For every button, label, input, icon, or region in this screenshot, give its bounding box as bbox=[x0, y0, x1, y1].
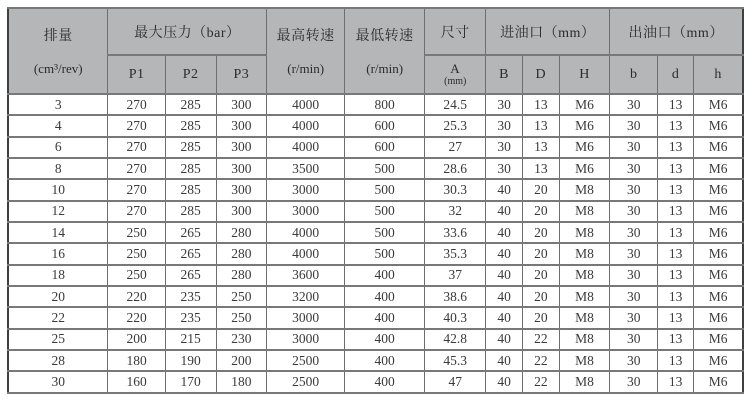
header-inlet-b: B bbox=[486, 55, 523, 94]
cell-p2: 285 bbox=[165, 158, 216, 179]
cell-p1: 270 bbox=[108, 137, 165, 158]
header-p2: P2 bbox=[165, 55, 216, 94]
header-p1: P1 bbox=[108, 55, 165, 94]
cell-inlet-h: M8 bbox=[559, 179, 610, 200]
header-dimension: 尺寸 bbox=[425, 8, 486, 55]
cell-p1: 270 bbox=[108, 179, 165, 200]
cell-p3: 300 bbox=[216, 201, 267, 222]
cell-max-speed: 3000 bbox=[267, 307, 345, 328]
cell-min-speed: 400 bbox=[345, 329, 425, 350]
cell-p2: 285 bbox=[165, 179, 216, 200]
cell-displacement: 22 bbox=[8, 307, 108, 328]
header-displacement bbox=[8, 8, 108, 94]
cell-outlet-h: M6 bbox=[694, 371, 743, 393]
cell-outlet-b: 30 bbox=[610, 94, 658, 115]
cell-inlet-d: 20 bbox=[522, 201, 559, 222]
cell-dim-a: 30.3 bbox=[425, 179, 486, 200]
header-p3: P3 bbox=[216, 55, 267, 94]
cell-inlet-b: 30 bbox=[486, 137, 523, 158]
cell-min-speed: 500 bbox=[345, 243, 425, 264]
cell-dim-a: 47 bbox=[425, 371, 486, 393]
header-dim-a-label: A bbox=[450, 61, 461, 77]
cell-displacement: 6 bbox=[8, 137, 108, 158]
cell-inlet-b: 40 bbox=[486, 179, 523, 200]
cell-p3: 250 bbox=[216, 307, 267, 328]
cell-outlet-d: 13 bbox=[658, 307, 694, 328]
cell-displacement: 16 bbox=[8, 243, 108, 264]
cell-max-speed: 3500 bbox=[267, 158, 345, 179]
cell-outlet-b: 30 bbox=[610, 115, 658, 136]
cell-displacement: 30 bbox=[8, 371, 108, 393]
cell-inlet-b: 40 bbox=[486, 371, 523, 393]
cell-outlet-d: 13 bbox=[658, 329, 694, 350]
cell-outlet-b: 30 bbox=[610, 350, 658, 371]
cell-p2: 265 bbox=[165, 243, 216, 264]
cell-outlet-b: 30 bbox=[610, 179, 658, 200]
cell-inlet-d: 20 bbox=[522, 265, 559, 286]
cell-min-speed: 400 bbox=[345, 265, 425, 286]
cell-inlet-d: 20 bbox=[522, 222, 559, 243]
cell-p1: 250 bbox=[108, 243, 165, 264]
cell-p2: 285 bbox=[165, 137, 216, 158]
cell-p2: 285 bbox=[165, 201, 216, 222]
cell-outlet-b: 30 bbox=[610, 201, 658, 222]
cell-p2: 235 bbox=[165, 307, 216, 328]
cell-outlet-d: 13 bbox=[658, 371, 694, 393]
cell-inlet-b: 40 bbox=[486, 329, 523, 350]
cell-p2: 265 bbox=[165, 265, 216, 286]
cell-outlet-h: M6 bbox=[694, 201, 743, 222]
cell-outlet-h: M6 bbox=[694, 137, 743, 158]
cell-outlet-h: M6 bbox=[694, 286, 743, 307]
cell-max-speed: 4000 bbox=[267, 94, 345, 115]
cell-inlet-b: 30 bbox=[486, 115, 523, 136]
cell-outlet-d: 13 bbox=[658, 201, 694, 222]
cell-inlet-b: 40 bbox=[486, 243, 523, 264]
header-outlet-h: h bbox=[694, 55, 743, 94]
table-row bbox=[8, 137, 743, 158]
cell-outlet-d: 13 bbox=[658, 286, 694, 307]
header-dim-a-unit: (mm) bbox=[444, 76, 467, 88]
table-row bbox=[8, 179, 743, 200]
cell-inlet-b: 30 bbox=[486, 158, 523, 179]
cell-max-speed: 4000 bbox=[267, 243, 345, 264]
cell-max-speed: 3000 bbox=[267, 179, 345, 200]
cell-outlet-d: 13 bbox=[658, 350, 694, 371]
header-outlet-b: b bbox=[610, 55, 658, 94]
cell-inlet-h: M8 bbox=[559, 371, 610, 393]
cell-dim-a: 38.6 bbox=[425, 286, 486, 307]
cell-outlet-h: M6 bbox=[694, 243, 743, 264]
cell-outlet-d: 13 bbox=[658, 243, 694, 264]
header-max-speed-unit: (r/min) bbox=[287, 61, 325, 76]
cell-outlet-h: M6 bbox=[694, 115, 743, 136]
cell-inlet-d: 13 bbox=[522, 137, 559, 158]
cell-p3: 300 bbox=[216, 137, 267, 158]
cell-min-speed: 500 bbox=[345, 179, 425, 200]
cell-min-speed: 500 bbox=[345, 201, 425, 222]
cell-inlet-h: M8 bbox=[559, 286, 610, 307]
header-min-speed-unit: (r/min) bbox=[366, 61, 404, 76]
cell-p1: 220 bbox=[108, 307, 165, 328]
cell-p2: 235 bbox=[165, 286, 216, 307]
cell-max-speed: 2500 bbox=[267, 350, 345, 371]
table-row bbox=[8, 94, 743, 115]
cell-inlet-b: 40 bbox=[486, 350, 523, 371]
cell-p2: 265 bbox=[165, 222, 216, 243]
cell-outlet-d: 13 bbox=[658, 222, 694, 243]
cell-p1: 220 bbox=[108, 286, 165, 307]
table-row bbox=[8, 350, 743, 371]
cell-max-speed: 3000 bbox=[267, 201, 345, 222]
cell-inlet-d: 20 bbox=[522, 179, 559, 200]
header-inlet: 进油口（mm） bbox=[486, 8, 610, 55]
cell-min-speed: 600 bbox=[345, 137, 425, 158]
cell-outlet-b: 30 bbox=[610, 307, 658, 328]
cell-p3: 280 bbox=[216, 222, 267, 243]
cell-inlet-b: 40 bbox=[486, 265, 523, 286]
table-row bbox=[8, 371, 743, 393]
cell-inlet-h: M8 bbox=[559, 201, 610, 222]
cell-inlet-b: 40 bbox=[486, 307, 523, 328]
table-row bbox=[8, 222, 743, 243]
cell-p1: 200 bbox=[108, 329, 165, 350]
header-max-speed-label: 最高转速 bbox=[276, 29, 335, 44]
cell-outlet-h: M6 bbox=[694, 158, 743, 179]
cell-p1: 270 bbox=[108, 201, 165, 222]
cell-min-speed: 400 bbox=[345, 350, 425, 371]
cell-dim-a: 27 bbox=[425, 137, 486, 158]
cell-inlet-d: 22 bbox=[522, 371, 559, 393]
cell-inlet-h: M8 bbox=[559, 222, 610, 243]
cell-inlet-d: 22 bbox=[522, 350, 559, 371]
cell-inlet-h: M8 bbox=[559, 243, 610, 264]
cell-displacement: 25 bbox=[8, 329, 108, 350]
cell-min-speed: 400 bbox=[345, 307, 425, 328]
header-dim-a bbox=[425, 55, 486, 94]
cell-p3: 180 bbox=[216, 371, 267, 393]
table-row bbox=[8, 307, 743, 328]
cell-dim-a: 45.3 bbox=[425, 350, 486, 371]
cell-p3: 300 bbox=[216, 115, 267, 136]
cell-displacement: 12 bbox=[8, 201, 108, 222]
cell-outlet-b: 30 bbox=[610, 158, 658, 179]
cell-p2: 285 bbox=[165, 115, 216, 136]
cell-p3: 300 bbox=[216, 179, 267, 200]
table-row bbox=[8, 115, 743, 136]
cell-outlet-d: 13 bbox=[658, 158, 694, 179]
table-row bbox=[8, 329, 743, 350]
cell-p1: 180 bbox=[108, 350, 165, 371]
cell-inlet-d: 13 bbox=[522, 158, 559, 179]
cell-max-speed: 3600 bbox=[267, 265, 345, 286]
cell-p2: 285 bbox=[165, 94, 216, 115]
cell-dim-a: 32 bbox=[425, 201, 486, 222]
table-header bbox=[8, 8, 743, 94]
cell-outlet-d: 13 bbox=[658, 265, 694, 286]
cell-dim-a: 37 bbox=[425, 265, 486, 286]
cell-dim-a: 33.6 bbox=[425, 222, 486, 243]
cell-p3: 300 bbox=[216, 94, 267, 115]
cell-p1: 250 bbox=[108, 265, 165, 286]
header-inlet-d: D bbox=[522, 55, 559, 94]
cell-p3: 230 bbox=[216, 329, 267, 350]
cell-min-speed: 600 bbox=[345, 115, 425, 136]
cell-inlet-b: 30 bbox=[486, 94, 523, 115]
header-max-speed bbox=[267, 8, 345, 94]
cell-p3: 250 bbox=[216, 286, 267, 307]
spec-table bbox=[7, 7, 744, 394]
header-inlet-h: H bbox=[559, 55, 610, 94]
cell-min-speed: 400 bbox=[345, 286, 425, 307]
cell-dim-a: 25.3 bbox=[425, 115, 486, 136]
cell-p3: 200 bbox=[216, 350, 267, 371]
cell-inlet-d: 20 bbox=[522, 286, 559, 307]
cell-inlet-d: 20 bbox=[522, 307, 559, 328]
cell-outlet-d: 13 bbox=[658, 94, 694, 115]
cell-p1: 160 bbox=[108, 371, 165, 393]
cell-outlet-b: 30 bbox=[610, 329, 658, 350]
cell-max-speed: 4000 bbox=[267, 115, 345, 136]
table-row bbox=[8, 158, 743, 179]
header-displacement-unit: (cm³/rev) bbox=[33, 61, 83, 76]
cell-displacement: 4 bbox=[8, 115, 108, 136]
cell-outlet-b: 30 bbox=[610, 243, 658, 264]
cell-p1: 270 bbox=[108, 94, 165, 115]
cell-dim-a: 42.8 bbox=[425, 329, 486, 350]
cell-max-speed: 4000 bbox=[267, 222, 345, 243]
cell-max-speed: 4000 bbox=[267, 137, 345, 158]
cell-p2: 215 bbox=[165, 329, 216, 350]
cell-displacement: 3 bbox=[8, 94, 108, 115]
cell-dim-a: 40.3 bbox=[425, 307, 486, 328]
cell-inlet-h: M8 bbox=[559, 329, 610, 350]
cell-inlet-b: 40 bbox=[486, 286, 523, 307]
cell-outlet-h: M6 bbox=[694, 94, 743, 115]
cell-inlet-h: M6 bbox=[559, 115, 610, 136]
cell-inlet-h: M6 bbox=[559, 94, 610, 115]
cell-outlet-d: 13 bbox=[658, 115, 694, 136]
cell-outlet-h: M6 bbox=[694, 329, 743, 350]
cell-p2: 190 bbox=[165, 350, 216, 371]
cell-p2: 170 bbox=[165, 371, 216, 393]
cell-max-speed: 3000 bbox=[267, 329, 345, 350]
header-min-speed-label: 最低转速 bbox=[355, 29, 414, 44]
header-outlet-d: d bbox=[658, 55, 694, 94]
cell-displacement: 8 bbox=[8, 158, 108, 179]
cell-outlet-b: 30 bbox=[610, 265, 658, 286]
cell-outlet-b: 30 bbox=[610, 222, 658, 243]
cell-inlet-b: 40 bbox=[486, 201, 523, 222]
cell-outlet-h: M6 bbox=[694, 222, 743, 243]
cell-p3: 300 bbox=[216, 158, 267, 179]
cell-p1: 270 bbox=[108, 158, 165, 179]
cell-outlet-b: 30 bbox=[610, 137, 658, 158]
cell-inlet-h: M8 bbox=[559, 307, 610, 328]
cell-inlet-d: 13 bbox=[522, 115, 559, 136]
table-row bbox=[8, 265, 743, 286]
header-displacement-label: 排量 bbox=[43, 29, 73, 44]
cell-min-speed: 500 bbox=[345, 222, 425, 243]
cell-min-speed: 800 bbox=[345, 94, 425, 115]
header-outlet: 出油口（mm） bbox=[610, 8, 743, 55]
cell-max-speed: 2500 bbox=[267, 371, 345, 393]
cell-inlet-d: 13 bbox=[522, 94, 559, 115]
cell-outlet-h: M6 bbox=[694, 265, 743, 286]
cell-max-speed: 3200 bbox=[267, 286, 345, 307]
cell-min-speed: 400 bbox=[345, 371, 425, 393]
header-max-pressure: 最大压力（bar） bbox=[108, 8, 267, 55]
header-min-speed bbox=[345, 8, 425, 94]
cell-inlet-h: M8 bbox=[559, 350, 610, 371]
header-row-1 bbox=[8, 8, 743, 55]
cell-displacement: 18 bbox=[8, 265, 108, 286]
cell-outlet-d: 13 bbox=[658, 179, 694, 200]
cell-displacement: 28 bbox=[8, 350, 108, 371]
cell-inlet-h: M6 bbox=[559, 158, 610, 179]
cell-outlet-b: 30 bbox=[610, 286, 658, 307]
cell-p1: 250 bbox=[108, 222, 165, 243]
cell-inlet-h: M8 bbox=[559, 265, 610, 286]
cell-inlet-h: M6 bbox=[559, 137, 610, 158]
cell-inlet-d: 22 bbox=[522, 329, 559, 350]
cell-inlet-d: 20 bbox=[522, 243, 559, 264]
table-row bbox=[8, 201, 743, 222]
cell-dim-a: 35.3 bbox=[425, 243, 486, 264]
cell-dim-a: 24.5 bbox=[425, 94, 486, 115]
cell-p1: 270 bbox=[108, 115, 165, 136]
cell-p3: 280 bbox=[216, 265, 267, 286]
table-row bbox=[8, 243, 743, 264]
cell-dim-a: 28.6 bbox=[425, 158, 486, 179]
cell-outlet-d: 13 bbox=[658, 137, 694, 158]
table-row bbox=[8, 286, 743, 307]
table-body bbox=[8, 94, 743, 393]
cell-outlet-h: M6 bbox=[694, 179, 743, 200]
cell-p3: 280 bbox=[216, 243, 267, 264]
cell-outlet-h: M6 bbox=[694, 350, 743, 371]
cell-displacement: 10 bbox=[8, 179, 108, 200]
cell-min-speed: 500 bbox=[345, 158, 425, 179]
cell-displacement: 14 bbox=[8, 222, 108, 243]
cell-inlet-b: 40 bbox=[486, 222, 523, 243]
cell-displacement: 20 bbox=[8, 286, 108, 307]
cell-outlet-b: 30 bbox=[610, 371, 658, 393]
cell-outlet-h: M6 bbox=[694, 307, 743, 328]
